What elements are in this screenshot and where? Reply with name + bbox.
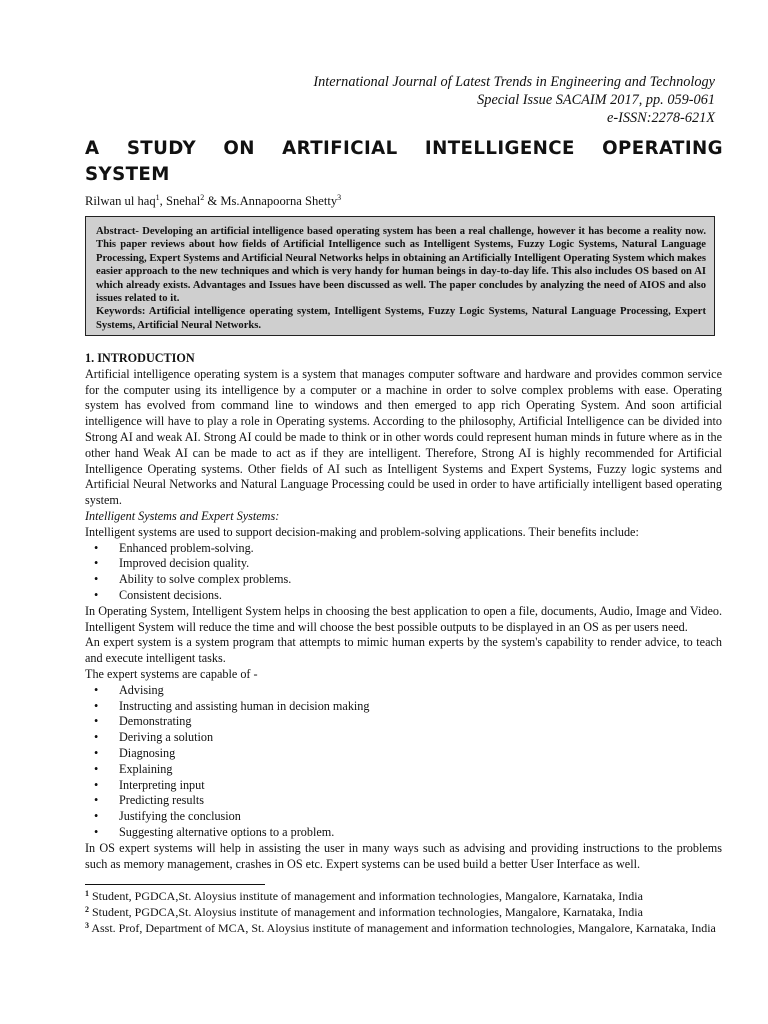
keywords-text: Keywords: Artificial intelligence operating system, Intelligent Systems, Fuzzy Logic Systems, Natural Language Processing, Expert Systems, Artificial Neural Networks.: [96, 306, 706, 331]
footnote-mark: 3: [85, 920, 89, 930]
list-item: [85, 825, 722, 841]
bullet-icon: •: [94, 761, 99, 776]
author-list: [85, 194, 341, 209]
footnote: [85, 905, 722, 921]
intro-paragraph: In Operating System, Intelligent System helps in choosing the best application to open a file, documents, Audio, Image and Video. Intelligent System will reduce the time and will choose the best possible outputs to be displayed in an OS as per users need.: [85, 603, 722, 634]
capabilities-list: [85, 683, 722, 841]
footnote: [85, 921, 722, 937]
bullet-icon: •: [94, 809, 99, 824]
list-item-text: Deriving a solution: [119, 730, 214, 745]
list-item: [85, 778, 722, 794]
bullet-icon: •: [94, 556, 99, 571]
list-item: [85, 809, 722, 825]
section-heading: 1. INTRODUCTION: [85, 351, 195, 365]
bullet-icon: •: [94, 730, 99, 745]
body-text: [85, 351, 722, 872]
list-item: [85, 793, 722, 809]
bullet-icon: •: [94, 793, 99, 808]
list-item-text: Enhanced problem-solving.: [119, 540, 254, 555]
subsection-heading: Intelligent Systems and Expert Systems:: [85, 508, 280, 523]
intro-paragraph: The expert systems are capable of -: [85, 666, 258, 681]
title-word: INTELLIGENCE: [424, 138, 575, 159]
list-item-text: Advising: [119, 682, 164, 697]
journal-name: International Journal of Latest Trends in Engineering and Technology: [313, 74, 715, 90]
intro-paragraph: In OS expert systems will help in assisting the user in many ways such as advising and providing instructions to the problems such as memory management, crashes in OS etc. Expert systems can be used build a better User Interface as well.: [85, 840, 722, 871]
author-separator: ,: [159, 194, 166, 208]
list-item-text: Interpreting input: [119, 777, 205, 792]
list-item-text: Suggesting alternative options to a problem.: [119, 824, 335, 839]
paper-title: [85, 136, 723, 188]
title-word: OPERATING: [602, 138, 723, 159]
bullet-icon: •: [94, 587, 99, 602]
list-item: [85, 699, 722, 715]
list-item-text: Explaining: [119, 761, 173, 776]
list-item-text: Diagnosing: [119, 745, 176, 760]
list-item: [85, 730, 722, 746]
bullet-icon: •: [94, 714, 99, 729]
author-affiliation-mark: 3: [337, 193, 342, 202]
list-item-text: Predicting results: [119, 793, 204, 808]
footnote-text: Student, PGDCA,St. Aloysius institute of management and information technologies, Mangalore, Karnataka, India: [89, 889, 643, 903]
title-line-2: SYSTEM: [85, 164, 170, 185]
list-item-text: Justifying the conclusion: [119, 809, 241, 824]
footnote-mark: 2: [85, 904, 89, 914]
list-item: [85, 746, 722, 762]
intro-paragraph: Intelligent systems are used to support decision-making and problem-solving applications. Their benefits include:: [85, 524, 639, 539]
list-item: [85, 541, 722, 557]
intro-paragraph: Artificial intelligence operating system is a system that manages computer software and hardware and provides common service for the computer using its intelligence by a computer or a machine in order to solve complex problems with ease. Operating system has evolved from command line to windows and then emerged to app rich Operating System. And soon artificial intelligence will have to play a role in Operating systems. According to the philosophy, Artificial Intelligence can be divided into Strong AI and weak AI. Strong AI could be made to think or in other words could represent human minds in future where as in the other hand Weak AI can be made to act as if they are intelligent. Therefore, Strong AI is highly recommended for Artificial Intelligence Operating systems. Other fields of AI such as Intelligent Systems and Expert Systems, Fuzzy logic systems and Artificial Neural Networks and Natural Language Processing could be used in order to have artificially intelligent based operating system.: [85, 366, 722, 508]
list-item-text: Improved decision quality.: [119, 556, 250, 571]
abstract-text: Abstract- Developing an artificial intelligence based operating system has been a real challenge, however it has become a reality now. This paper reviews about how fields of Artificial Intelligence such as Intelligent Systems, Fuzzy Logic Systems, Natural Language Processing, Expert Systems and Artificial Neural Networks helps in obtaining an Artificially Intelligent Operating System which makes easier approach to the new techniques and which is very handy for human beings in day-to-day life. This also includes OS based on AI which already exists. Advantages and Issues have been discussed as well. The paper concludes by analyzing the need of AIOS and also issues related to it.: [96, 226, 706, 305]
author-separator: &: [204, 194, 221, 208]
footnote: [85, 889, 722, 905]
list-item: [85, 556, 722, 572]
list-item-text: Instructing and assisting human in decision making: [119, 698, 370, 713]
journal-header: [313, 73, 715, 127]
intro-paragraph: An expert system is a system program that attempts to mimic human experts by the system's capability to render advice, to teach and execute intelligent tasks.: [85, 635, 722, 666]
bullet-icon: •: [94, 824, 99, 839]
title-line-1: [85, 136, 723, 162]
journal-issue: Special Issue SACAIM 2017, pp. 059-061: [477, 92, 715, 108]
title-word: STUDY: [126, 138, 197, 159]
author-name: Snehal: [165, 194, 201, 208]
author-name: Ms.Annapoorna Shetty: [220, 194, 338, 208]
footnotes: [85, 889, 722, 936]
title-word: ON: [223, 138, 255, 159]
journal-issn: e-ISSN:2278-621X: [607, 110, 715, 126]
author-affiliation-mark: 2: [200, 193, 205, 202]
footnote-divider: [85, 884, 265, 885]
title-word: A: [85, 138, 100, 159]
footnote-mark: 1: [85, 889, 89, 898]
title-word: ARTIFICIAL: [282, 138, 398, 159]
author-name: Rilwan ul haq: [85, 194, 156, 208]
benefits-list: [85, 541, 722, 604]
list-item-text: Demonstrating: [119, 714, 192, 729]
list-item: [85, 572, 722, 588]
list-item-text: Ability to solve complex problems.: [119, 572, 292, 587]
abstract-box: [85, 216, 715, 336]
bullet-icon: •: [94, 540, 99, 555]
bullet-icon: •: [94, 698, 99, 713]
bullet-icon: •: [94, 777, 99, 792]
list-item-text: Consistent decisions.: [119, 587, 222, 602]
list-item: [85, 683, 722, 699]
list-item: [85, 714, 722, 730]
list-item: [85, 588, 722, 604]
footnote-text: Student, PGDCA,St. Aloysius institute of management and information technologies, Mangalore, Karnataka, India: [89, 904, 643, 919]
list-item: [85, 762, 722, 778]
footnote-text: Asst. Prof, Department of MCA, St. Aloysius institute of management and information technologies, Mangalore, Karnataka, India: [89, 920, 716, 935]
bullet-icon: •: [94, 682, 99, 697]
bullet-icon: •: [94, 745, 99, 760]
bullet-icon: •: [94, 572, 99, 587]
author-affiliation-mark: 1: [155, 193, 160, 202]
